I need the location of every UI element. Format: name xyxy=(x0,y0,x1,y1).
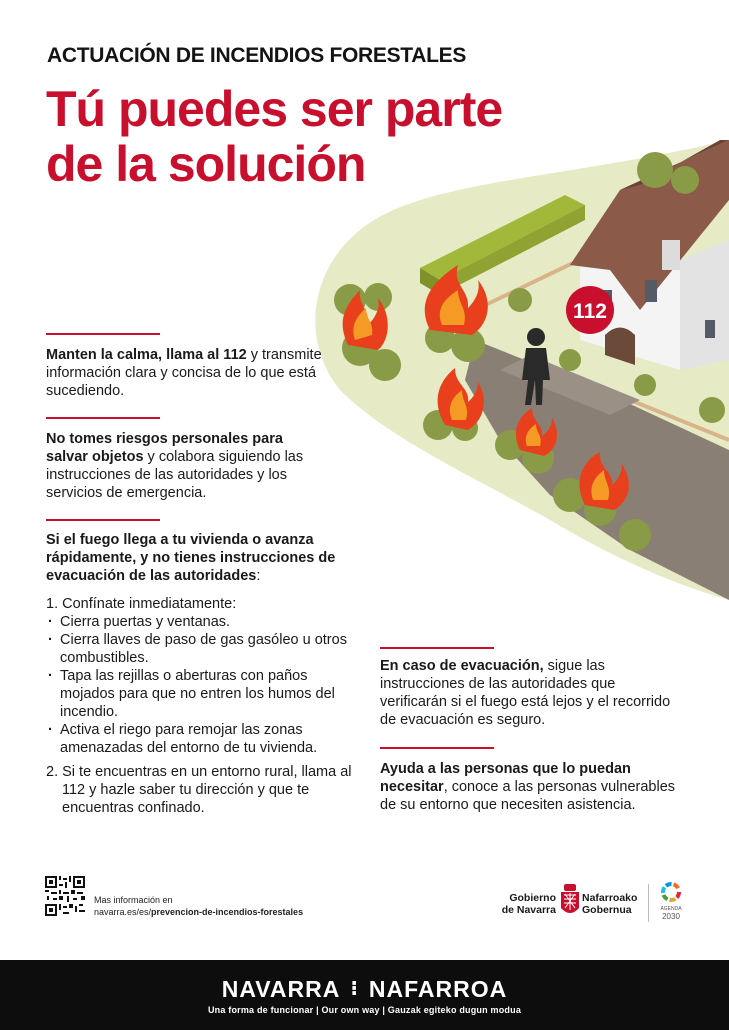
brand-separator-icon: ⁝ xyxy=(350,978,359,1000)
more-info-url-path: prevencion-de-incendios-forestales xyxy=(151,907,304,917)
wildfire-house-illustration xyxy=(300,140,729,600)
brand-navarra: NAVARRA xyxy=(221,976,341,1002)
bullet-cover-vents: · Tapa las rejillas o aberturas con paños mojados para que no entren los humos del incendio. xyxy=(46,667,356,721)
tip-no-risks-text: y colabora siguiendo las instrucciones de las autoridades y los servicios de emergencia. xyxy=(46,449,304,501)
gov-spanish-name xyxy=(498,892,556,916)
divider-tip-1 xyxy=(46,333,160,335)
agenda-label: AGENDA xyxy=(660,906,682,912)
tip-fire-reaches-home-bold: Si el fuego llega a tu vivienda o avanza rápidamente, y no tienes instrucciones de evacuación de las autoridades xyxy=(46,532,336,584)
government-logo xyxy=(498,884,698,924)
agenda-2030-logo xyxy=(654,880,688,922)
more-info-link[interactable] xyxy=(94,906,303,918)
tip-fire-reaches-home xyxy=(46,531,356,585)
qr-code[interactable] xyxy=(45,876,85,916)
logo-divider xyxy=(648,884,649,922)
confinement-steps xyxy=(46,595,356,817)
step-2: 2. Si te encuentras en un entorno rural, llama al 112 y hazle saber tu dirección y que te encuentras confinado. xyxy=(46,764,352,816)
gov-basque-name xyxy=(582,892,637,916)
bullet-close-gas: · Cierra llaves de paso de gas gasóleo u otros combustibles. xyxy=(46,631,356,667)
headline-line-1: Tú puedes ser parte xyxy=(46,81,503,137)
footer-bar xyxy=(0,960,729,1030)
agenda-year: 2030 xyxy=(662,912,680,921)
emergency-number-badge: 112 xyxy=(573,300,607,323)
headline-line-2: de la solución xyxy=(46,136,366,192)
tip-help-others xyxy=(380,760,690,814)
bullet-activate-irrigation: · Activa el riego para remojar las zonas amenazadas del entorno de tu vivienda. xyxy=(46,721,356,757)
tip-evacuation xyxy=(380,657,680,729)
tip-keep-calm-bold: Manten la calma, llama al 112 xyxy=(46,347,247,363)
navarra-shield-icon xyxy=(560,884,580,918)
page-kicker: ACTUACIÓN DE INCENDIOS FORESTALES xyxy=(47,44,467,67)
bullet-close-doors: · Cierra puertas y ventanas. xyxy=(46,613,356,631)
more-info-label: Mas información en xyxy=(94,895,173,905)
divider-tip-3 xyxy=(46,519,160,521)
divider-right-1 xyxy=(380,647,494,649)
brand-nafarroa: NAFARROA xyxy=(368,976,508,1002)
tip-no-risks-bold: No tomes riesgos personales para salvar objetos xyxy=(46,431,283,465)
divider-tip-2 xyxy=(46,417,160,419)
gov-es-line-1: Gobierno xyxy=(509,892,556,904)
tip-help-others-bold: Ayuda a las personas que lo puedan necesitar xyxy=(380,761,631,795)
tip-no-risks xyxy=(46,430,326,502)
divider-right-2 xyxy=(380,747,494,749)
tip-fire-reaches-home-text: : xyxy=(256,568,261,584)
tip-evacuation-text: sigue las instrucciones de las autoridades que verificarán si el fuego está lejos y el recorrido de evacuación es seguro. xyxy=(380,658,671,728)
tip-help-others-text: , conoce a las personas vulnerables de su entorno que necesiten asistencia. xyxy=(380,779,676,813)
step-1: 1. Confínate inmediatamente: xyxy=(46,596,237,612)
footer-brand xyxy=(0,976,729,1003)
gov-es-line-2: de Navarra xyxy=(501,904,556,916)
footer-tagline: Una forma de funcionar | Our own way | Gauzak egiteko dugun modua xyxy=(207,1005,522,1015)
tip-keep-calm xyxy=(46,346,336,400)
more-info xyxy=(94,894,303,918)
tip-evacuation-bold: En caso de evacuación, xyxy=(380,658,544,674)
more-info-url-prefix: navarra.es/es/ xyxy=(94,907,152,917)
tip-keep-calm-text: y transmite información clara y concisa de lo que está sucediendo. xyxy=(46,347,322,399)
gov-eu-line-1: Nafarroako xyxy=(582,892,638,904)
gov-eu-line-2: Gobernua xyxy=(582,904,632,916)
